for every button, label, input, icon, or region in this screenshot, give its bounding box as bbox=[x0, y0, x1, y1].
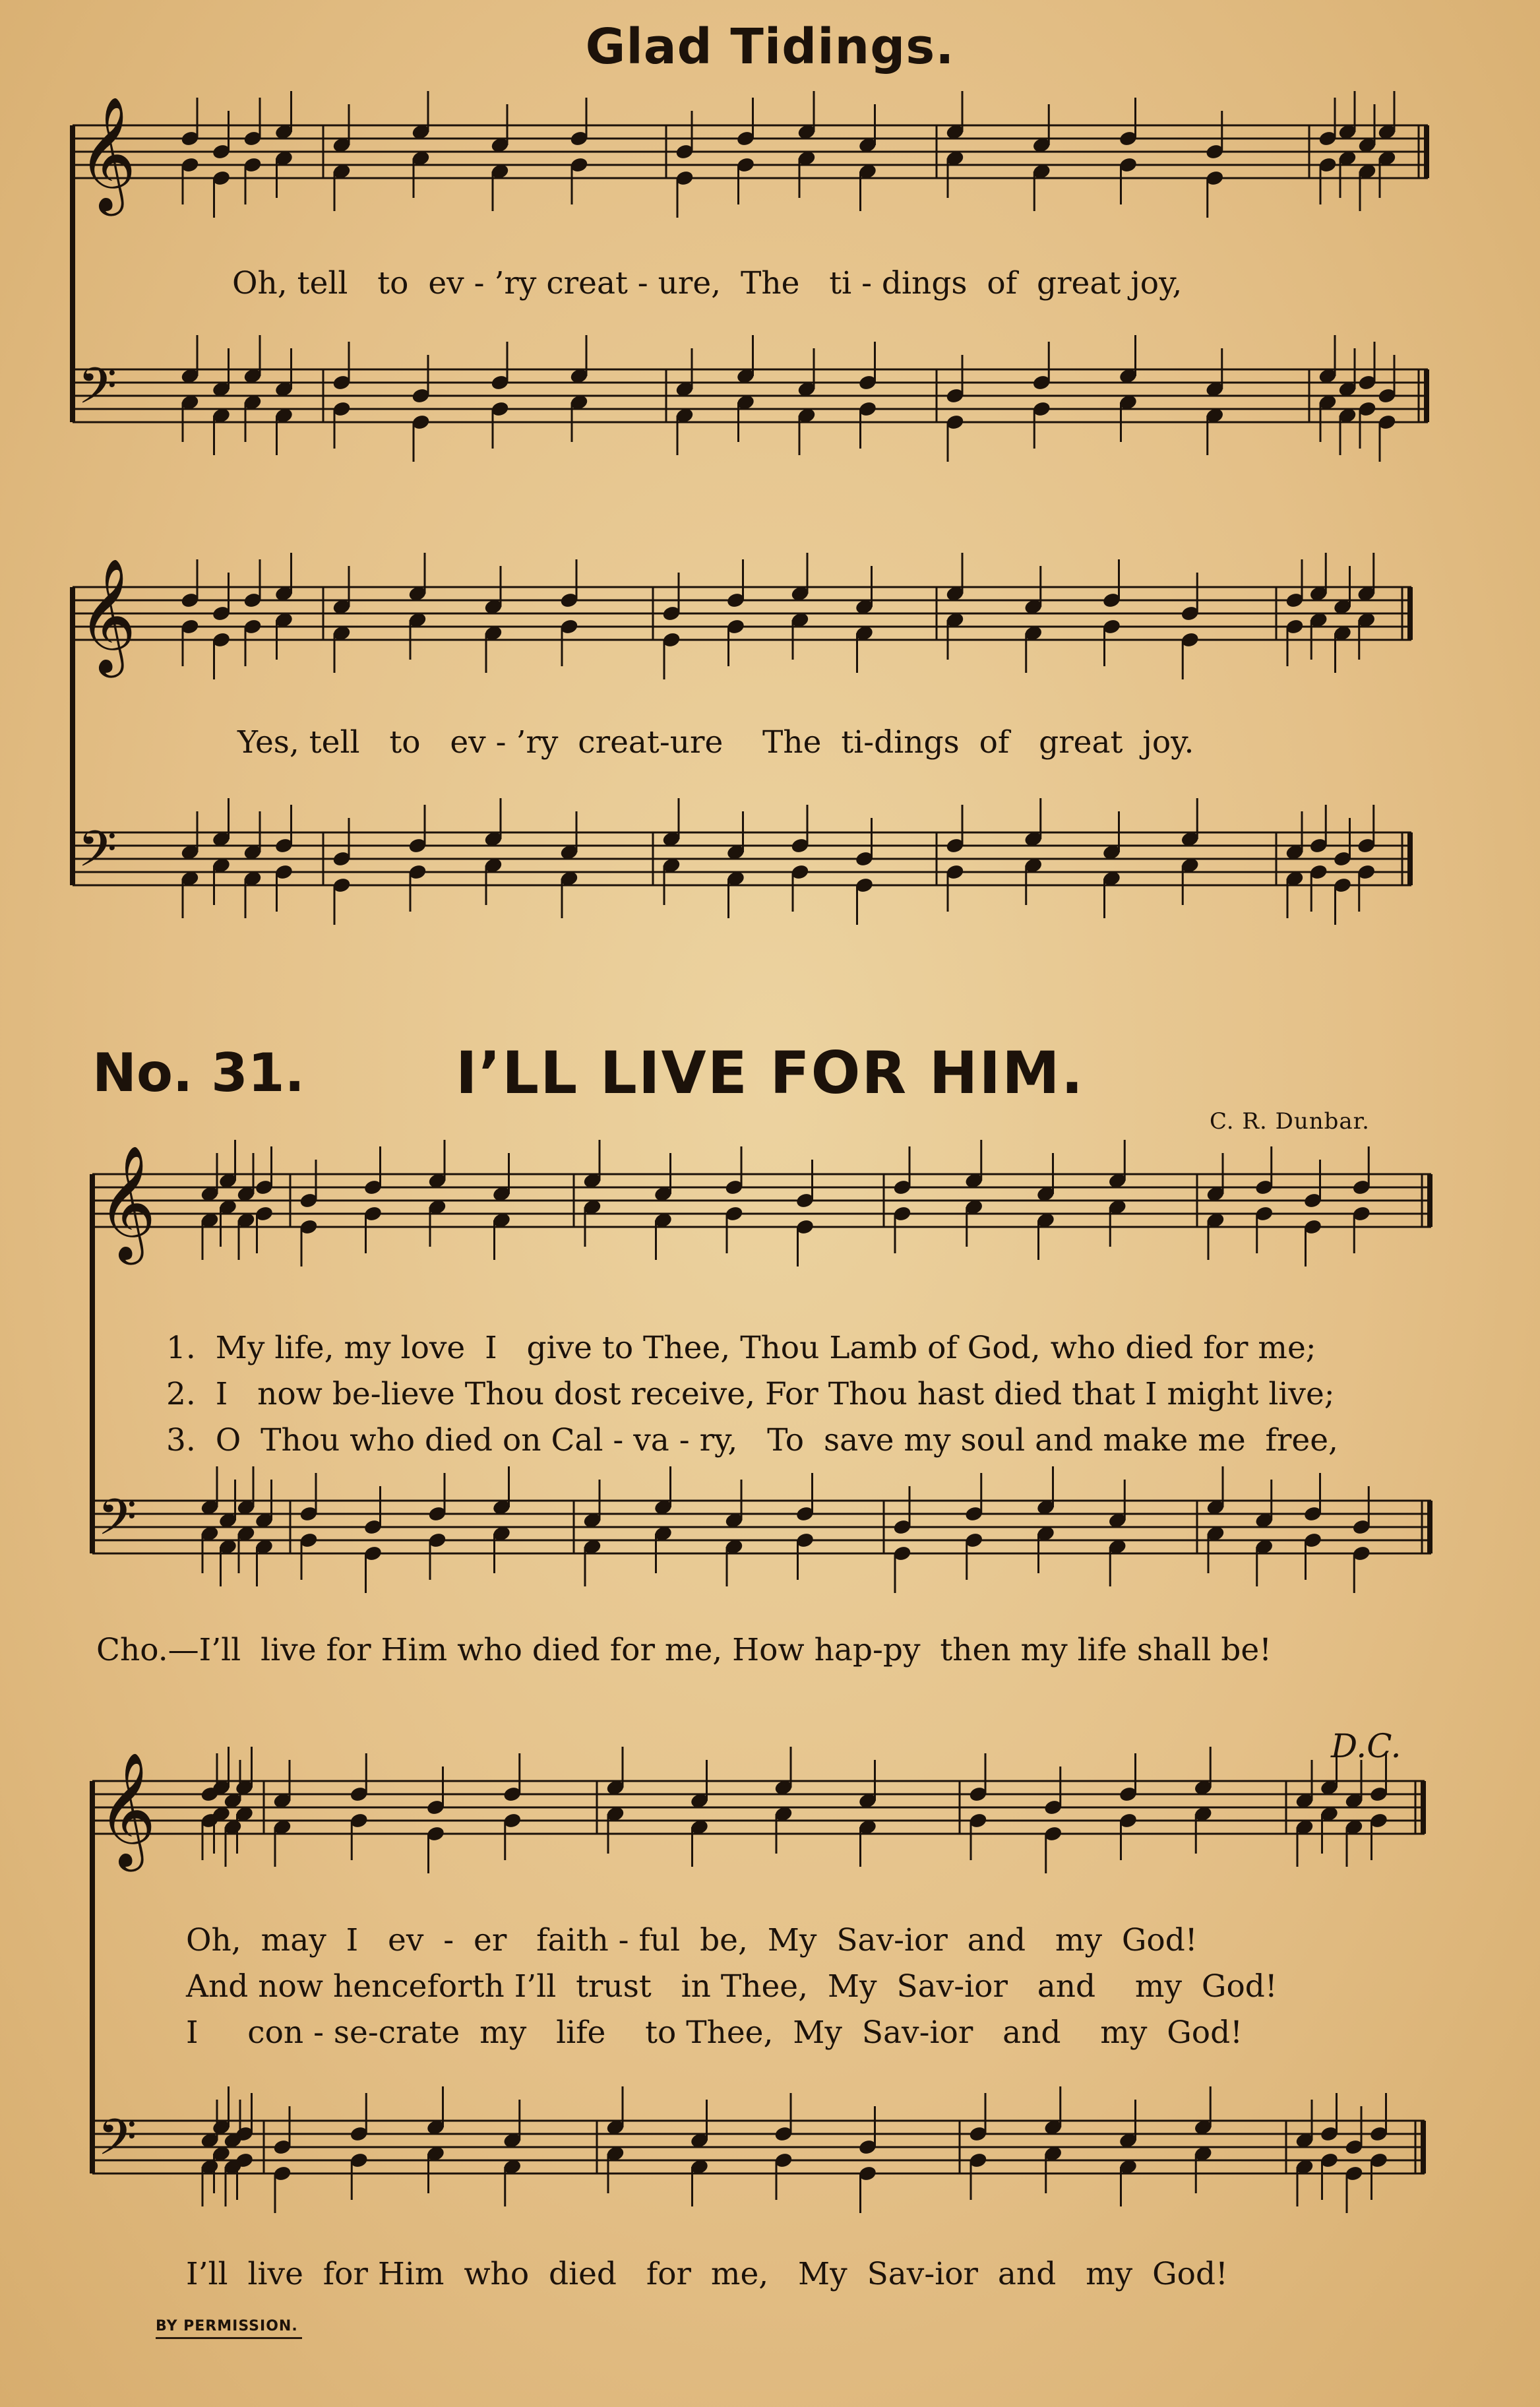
treble-clef-icon: 𝄞 bbox=[98, 1752, 156, 1867]
glad-tidings-lyric-line-1: Oh, tell to ev - ’ry creat - ure, The ti - dings of great joy, bbox=[232, 265, 1183, 301]
hymn-title-glad-tidings: Glad Tidings. bbox=[585, 18, 955, 75]
permission-note: BY PERMISSION. bbox=[156, 2318, 298, 2334]
chorus-ending: I’ll live for Him who died for me, My Sav-ior and my God! bbox=[186, 2256, 1228, 2292]
verse-3: 3. O Thou who died on Cal - va - ry, To save my soul and make me free, bbox=[166, 1422, 1338, 1458]
verse-2: 2. I now be-lieve Thou dost receive, For Thou hast died that I might live; bbox=[166, 1376, 1335, 1412]
composer-credit: C. R. Dunbar. bbox=[1209, 1108, 1370, 1135]
permission-underline bbox=[156, 2337, 302, 2339]
verse-ending-1: Oh, may I ev - er faith - ful be, My Sav-ior and my God! bbox=[186, 1922, 1198, 1958]
treble-clef-icon: 𝄞 bbox=[98, 1145, 156, 1260]
chorus-line: Cho.—I’ll live for Him who died for me, How hap-py then my life shall be! bbox=[96, 1632, 1272, 1668]
hymn-number: No. 31. bbox=[92, 1042, 305, 1104]
bass-clef-icon: 𝄢 bbox=[98, 1488, 137, 1559]
verse-1: 1. My life, my love I give to Thee, Thou Lamb of God, who died for me; bbox=[166, 1330, 1316, 1366]
hymn-title-ill-live-for-him: I’LL LIVE FOR HIM. bbox=[455, 1039, 1085, 1107]
treble-clef-icon: 𝄞 bbox=[78, 96, 137, 211]
bass-clef-icon: 𝄢 bbox=[78, 357, 117, 427]
bass-clef-icon: 𝄢 bbox=[98, 2108, 137, 2179]
verse-ending-2: And now henceforth I’ll trust in Thee, My Sav-ior and my God! bbox=[186, 1968, 1278, 2005]
glad-tidings-lyric-line-2: Yes, tell to ev - ’ry creat-ure The ti-dings of great joy. bbox=[237, 724, 1194, 761]
verse-ending-3: I con - se-crate my life to Thee, My Sav-ior and my God! bbox=[186, 2015, 1243, 2051]
da-capo-marking: D.C. bbox=[1331, 1727, 1401, 1765]
bass-clef-icon: 𝄢 bbox=[78, 820, 117, 891]
treble-clef-icon: 𝄞 bbox=[78, 558, 137, 673]
